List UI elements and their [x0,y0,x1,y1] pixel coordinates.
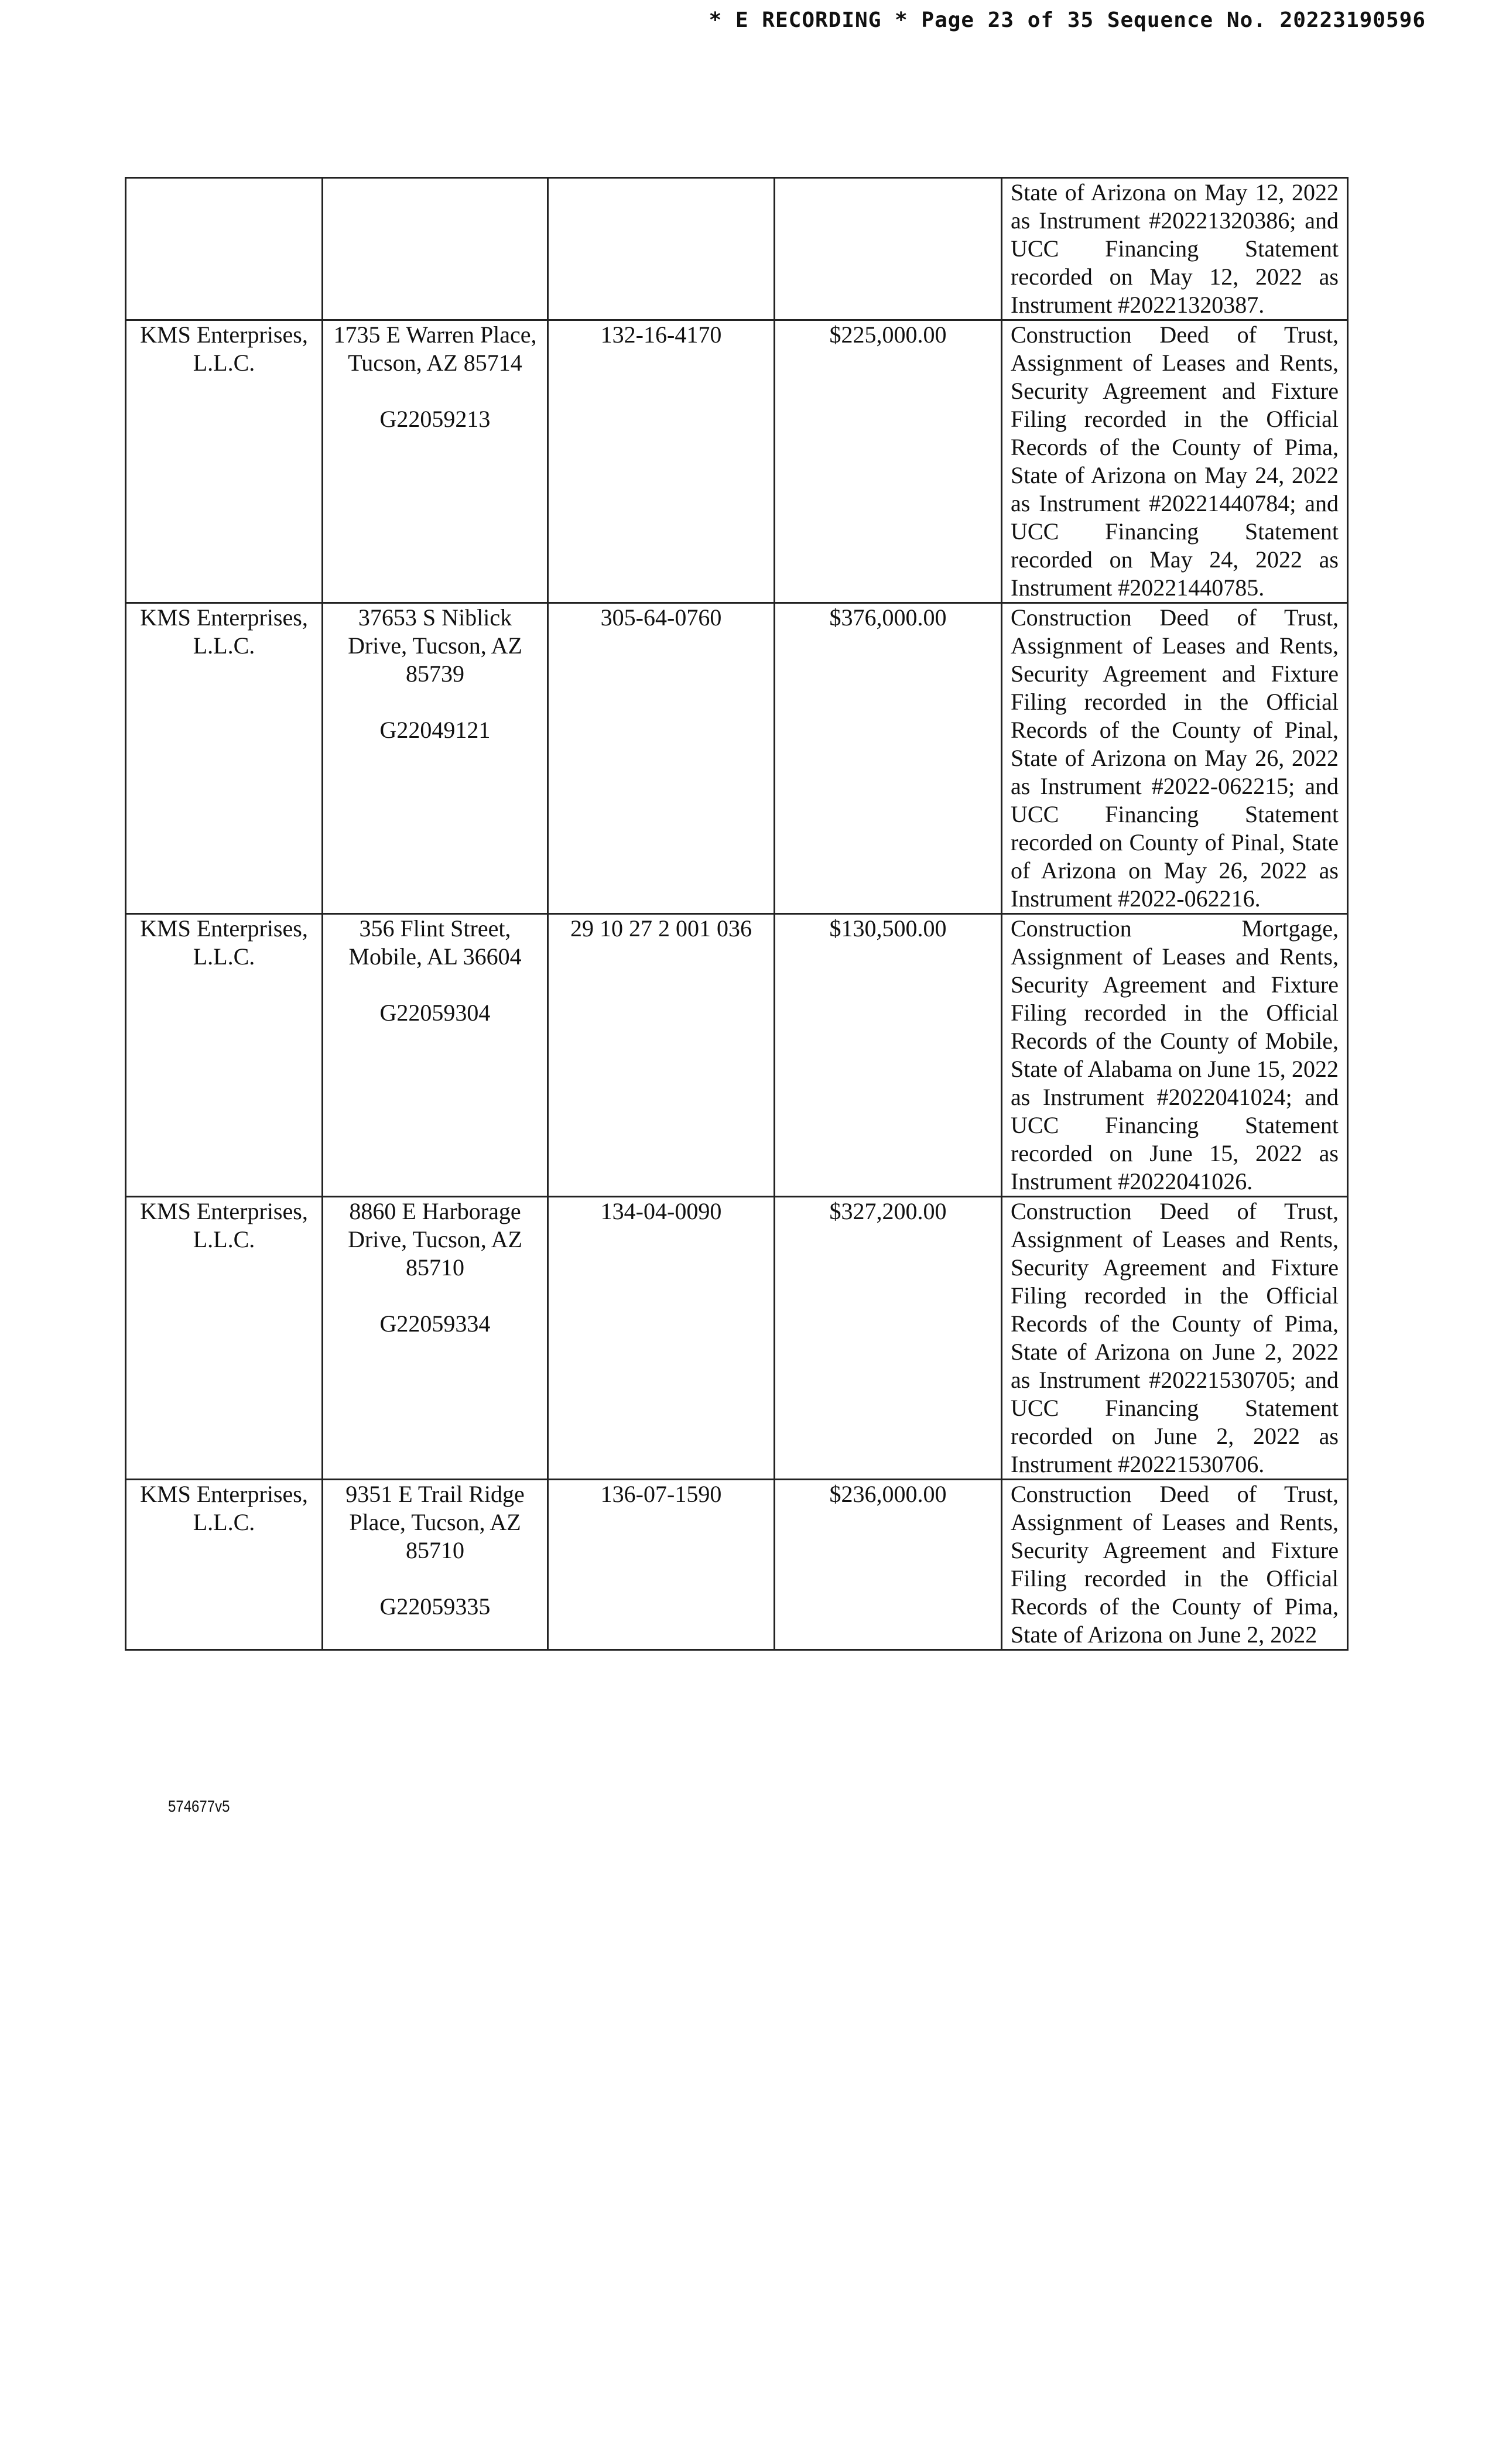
parcel-cell: 305-64-0760 [548,603,775,914]
owner-cell: KMS Enterprises, L.L.C. [126,1480,323,1650]
document-id: 574677v5 [168,1797,230,1816]
address-text: 8860 E Harborage Drive, Tucson, AZ 85710 [348,1198,522,1281]
case-number: G22059334 [379,1310,491,1337]
description-cell: Construction Deed of Trust, Assignment of Leases and Rents, Security Agreement and Fixture Filing recorded in the Official Records of the County of Pima, State of Arizona on May 24, 2022 as Instrument #20221440784; and UCC Financing Statement recorded on May 24, 2022 as Instrument #20221440785. [1002,320,1348,603]
recording-header: * E RECORDING * Page 23 of 35 Sequence No. 20223190596 [709,8,1426,32]
description-cell: State of Arizona on May 12, 2022 as Instrument #20221320386; and UCC Financing Statement recorded on May 12, 2022 as Instrument #20221320387. [1002,178,1348,320]
amount-cell: $327,200.00 [775,1197,1002,1480]
parcel-cell: 132-16-4170 [548,320,775,603]
address-text: 1735 E Warren Place, Tucson, AZ 85714 [333,321,537,376]
amount-cell: $130,500.00 [775,914,1002,1197]
address-cell [323,178,548,320]
address-cell [323,1480,548,1650]
owner-cell: KMS Enterprises, L.L.C. [126,320,323,603]
parcel-cell: 136-07-1590 [548,1480,775,1650]
description-cell: Construction Deed of Trust, Assignment of Leases and Rents, Security Agreement and Fixture Filing recorded in the Official Records of the County of Pima, State of Arizona on June 2, 2022 as Instrument #20221530705; and UCC Financing Statement recorded on June 2, 2022 as Instrument #20221530706. [1002,1197,1348,1480]
address-text: 37653 S Niblick Drive, Tucson, AZ 85739 [348,604,522,687]
property-records-table [125,177,1349,1651]
table-row [126,1197,1348,1480]
parcel-cell [548,178,775,320]
address-cell [323,603,548,914]
amount-cell: $376,000.00 [775,603,1002,914]
owner-cell [126,178,323,320]
description-cell: Construction Deed of Trust, Assignment of Leases and Rents, Security Agreement and Fixture Filing recorded in the Official Records of the County of Pima, State of Arizona on June 2, 2022 [1002,1480,1348,1650]
table-row [126,178,1348,320]
address-cell [323,914,548,1197]
amount-cell: $225,000.00 [775,320,1002,603]
owner-cell: KMS Enterprises, L.L.C. [126,914,323,1197]
address-cell [323,320,548,603]
parcel-cell: 29 10 27 2 001 036 [548,914,775,1197]
case-number: G22059213 [379,406,491,432]
description-cell: Construction Deed of Trust, Assignment of Leases and Rents, Security Agreement and Fixture Filing recorded in the Official Records of the County of Pinal, State of Arizona on May 26, 2022 as Instrument #2022-062215; and UCC Financing Statement recorded on County of Pinal, State of Arizona on May 26, 2022 as Instrument #2022-062216. [1002,603,1348,914]
case-number: G22049121 [379,717,491,743]
case-number: G22059304 [379,1000,491,1026]
table-row [126,320,1348,603]
amount-cell [775,178,1002,320]
owner-cell: KMS Enterprises, L.L.C. [126,1197,323,1480]
case-number: G22059335 [379,1593,491,1620]
address-cell [323,1197,548,1480]
table-row [126,603,1348,914]
table-row [126,914,1348,1197]
address-text: 9351 E Trail Ridge Place, Tucson, AZ 85710 [345,1481,525,1563]
amount-cell: $236,000.00 [775,1480,1002,1650]
owner-cell: KMS Enterprises, L.L.C. [126,603,323,914]
address-text: 356 Flint Street, Mobile, AL 36604 [348,915,522,970]
parcel-cell: 134-04-0090 [548,1197,775,1480]
description-cell: Construction Mortgage, Assignment of Leases and Rents, Security Agreement and Fixture Filing recorded in the Official Records of the County of Mobile, State of Alabama on June 15, 2022 as Instrument #2022041024; and UCC Financing Statement recorded on June 15, 2022 as Instrument #2022041026. [1002,914,1348,1197]
table-row [126,1480,1348,1650]
